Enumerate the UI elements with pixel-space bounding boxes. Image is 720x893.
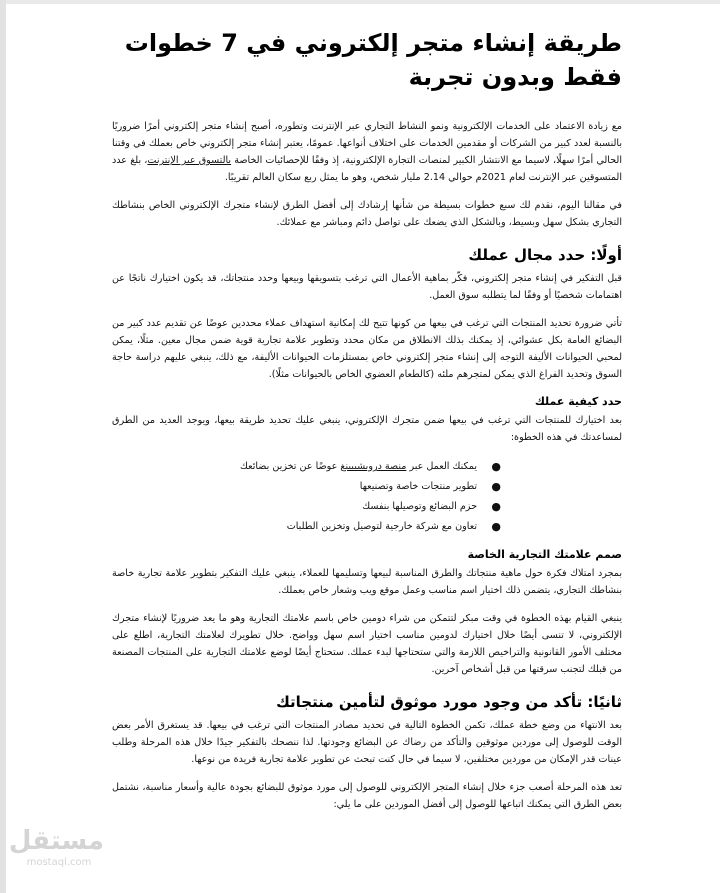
section-1-paragraph-2: تأتي ضرورة تحديد المنتجات التي ترغب في بيعها من كونها تتيح لك إمكانية استهداف عملاء محددين عوضًا عن تقديم عدد كبير من البضائع العامة بكل عشوائي، إذ يمكنك بذلك الانطلاق من مكان محدد وتطوير علامة تجارية قوية ضمن مجال معين. مثلًا، يمكن لمحبي الحيوانات الأليفة التوجه إلى إنشاء متجر إلكتروني خاص بمستلزمات الحيوانات الأليفة، مع ذلك، ينبغي عليهم دراسة حاجة السوق وتحديد الفراغ الذي يمكن لمتجرهم ملئه (كالطعام العضوي الخاص بالحيوانات مثلًا). [112,318,622,380]
page-left-edge [0,0,6,893]
dropshipping-link[interactable]: منصة دروبشيبينغ [340,461,407,472]
watermark-site: mostaql.com [26,857,92,868]
selling-methods-list [112,457,622,537]
section-2-paragraph-2: تعد هذه المرحلة أصعب جزء خلال إنشاء المتجر الإلكتروني للوصول إلى مورد موثوق للبضائع بجودة عالية وأسعار مناسبة، نشتمل بعض الطرق التي يمكنك اتباعها للوصول إلى أفضل الموردين على ما يلي: [112,782,622,810]
subsection-brand-paragraph-1: بمجرد امتلاك فكرة حول ماهية منتجاتك والطرق المناسبة لبيعها وتسليمها للعملاء، ينبغي عليك التفكير بتطوير علامة تجارية خاصة بنشاطك التجاري، يتضمن ذلك اختيار اسم مناسب وعمل موقع ويب وشعار خاص بعملك. [112,568,622,596]
section-2-heading: ثانيًا: تأكد من وجود مورد موثوق لتأمين منتجاتك [276,693,622,711]
intro-paragraph-1 [112,118,622,186]
bullet-icon: ● [491,480,501,493]
watermark-logo: مستقل [8,826,104,856]
online-shopping-link[interactable]: بالتسوق عبر الإنترنت [147,155,232,166]
section-1-heading: أولًا: حدد مجال عملك [468,246,622,264]
subsection-how-to-work-paragraph: بعد اختيارك للمنتجات التي ترغب في بيعها ضمن متجرك الإلكتروني، ينبغي عليك تحديد طريقة بيعها، ويوجد العديد من الطرق لمساعدتك في هذه الخطوة: [112,415,622,443]
list-item-text: تعاون مع شركة خارجية لتوصيل وتخزين الطلبات [286,521,477,532]
page-top-edge [0,0,720,4]
list-item-text-end: عوضًا عن تخزين بضائعك [240,461,341,472]
list-item-text-start: يمكنك العمل عبر [406,461,477,472]
subsection-brand-heading: صمم علامتك التجارية الخاصة [467,548,622,561]
bullet-icon: ● [491,500,501,513]
section-1-paragraph-1: قبل التفكير في إنشاء متجر إلكتروني، فكّر بماهية الأعمال التي ترغب بتسويقها وبيعها وحدد منتجاتك، قد يكون اختيارك ناتجًا عن اهتمامات شخصيًا أو وفقًا لما يتطلبه سوق العمل. [112,273,622,301]
intro-text-start: مع زيادة الاعتماد على الخدمات الإلكترونية ونمو النشاط التجاري عبر الإنترنت وتطوره، أصبح إنشاء متجر إلكتروني أمرًا ضروريًا بالنسبة لعدد كبير من الشركات أو مقدمين الخدمات على اختلاف أنواعها. عمومًا، يعتبر إنشاء متجر إلكتروني خاص بعملك في وقتنا الحالي أمرًا سهلًا، لاسيما مع الانتشار الكبير لمنصات التجارة الإلكترونية، إذ وفقًا للإحصائيات الخاصة [112,121,623,166]
list-item [112,457,501,477]
article-content [112,26,622,824]
intro-paragraph-2: في مقالنا اليوم، نقدم لك سبع خطوات بسيطة من شأنها إرشادك إلى أفضل الطرق لإنشاء متجرك الإلكتروني الخاص بنشاطك التجاري بشكل سهل وبسيط، وبالشكل الذي يضعك على تواصل دائم ومباشر مع عملائك. [112,200,622,228]
mostaql-watermark [8,825,104,883]
bullet-icon: ● [491,520,501,533]
list-item [112,497,501,517]
intro-text-end: ، بلغ عدد المتسوقين عبر الإنترنت لعام 2021م حوالي 2.14 مليار شخص، وهو ما يمثل ربع سكان العالم تقريبًا. [112,155,622,183]
subsection-how-to-work-heading: حدد كيفية عملك [534,395,622,408]
list-item-text: حزم البضائع وتوصيلها بنفسك [362,501,477,512]
list-item-text: تطوير منتجات خاصة وتصنيعها [359,481,477,492]
subsection-brand-paragraph-2: ينبغي القيام بهذه الخطوة في وقت مبكر لتتمكن من شراء دومين خاص باسم علامتك التجارية وهو ما يعد ضروريًا لإنشاء متجرك الإلكتروني، لا تنسى أيضًا خلال اختيارك لدومين مناسب اختيار اسم سهل وواضح. خلال تطويرك لعلامتك التجارية، اطلع على مختلف الأمور القانونية والتراخيص اللازمة والتي ستحتاجها لبدء عملك. ستحتاج أيضًا لوضع علامتك التجارية على المنتجات المصنعة من قبلك لتجنب سرقتها من قبل أشخاص آخرين. [112,613,622,675]
list-item [112,517,501,537]
list-item [112,477,501,497]
article-title: طريقة إنشاء متجر إلكتروني في 7 خطوات فقط وبدون تجربة [124,29,622,91]
bullet-icon: ● [491,460,501,473]
section-2-paragraph-1: بعد الانتهاء من وضع خطة عملك، تكمن الخطوة التالية في تحديد مصادر المنتجات التي ترغب في بيعها. قد يستغرق الأمر بعض الوقت للوصول إلى موردين موثوقين والتأكد من رضاك عن البضائع وجودتها. لذا ننصحك بالتفكير جيدًا خلال هذه المرحلة وطلب عينات قدر الإمكان من موردين مختلفين، لا سيما في حال كنت تبحث عن تطوير علامة تجارية فريدة من نوعها. [112,720,622,765]
